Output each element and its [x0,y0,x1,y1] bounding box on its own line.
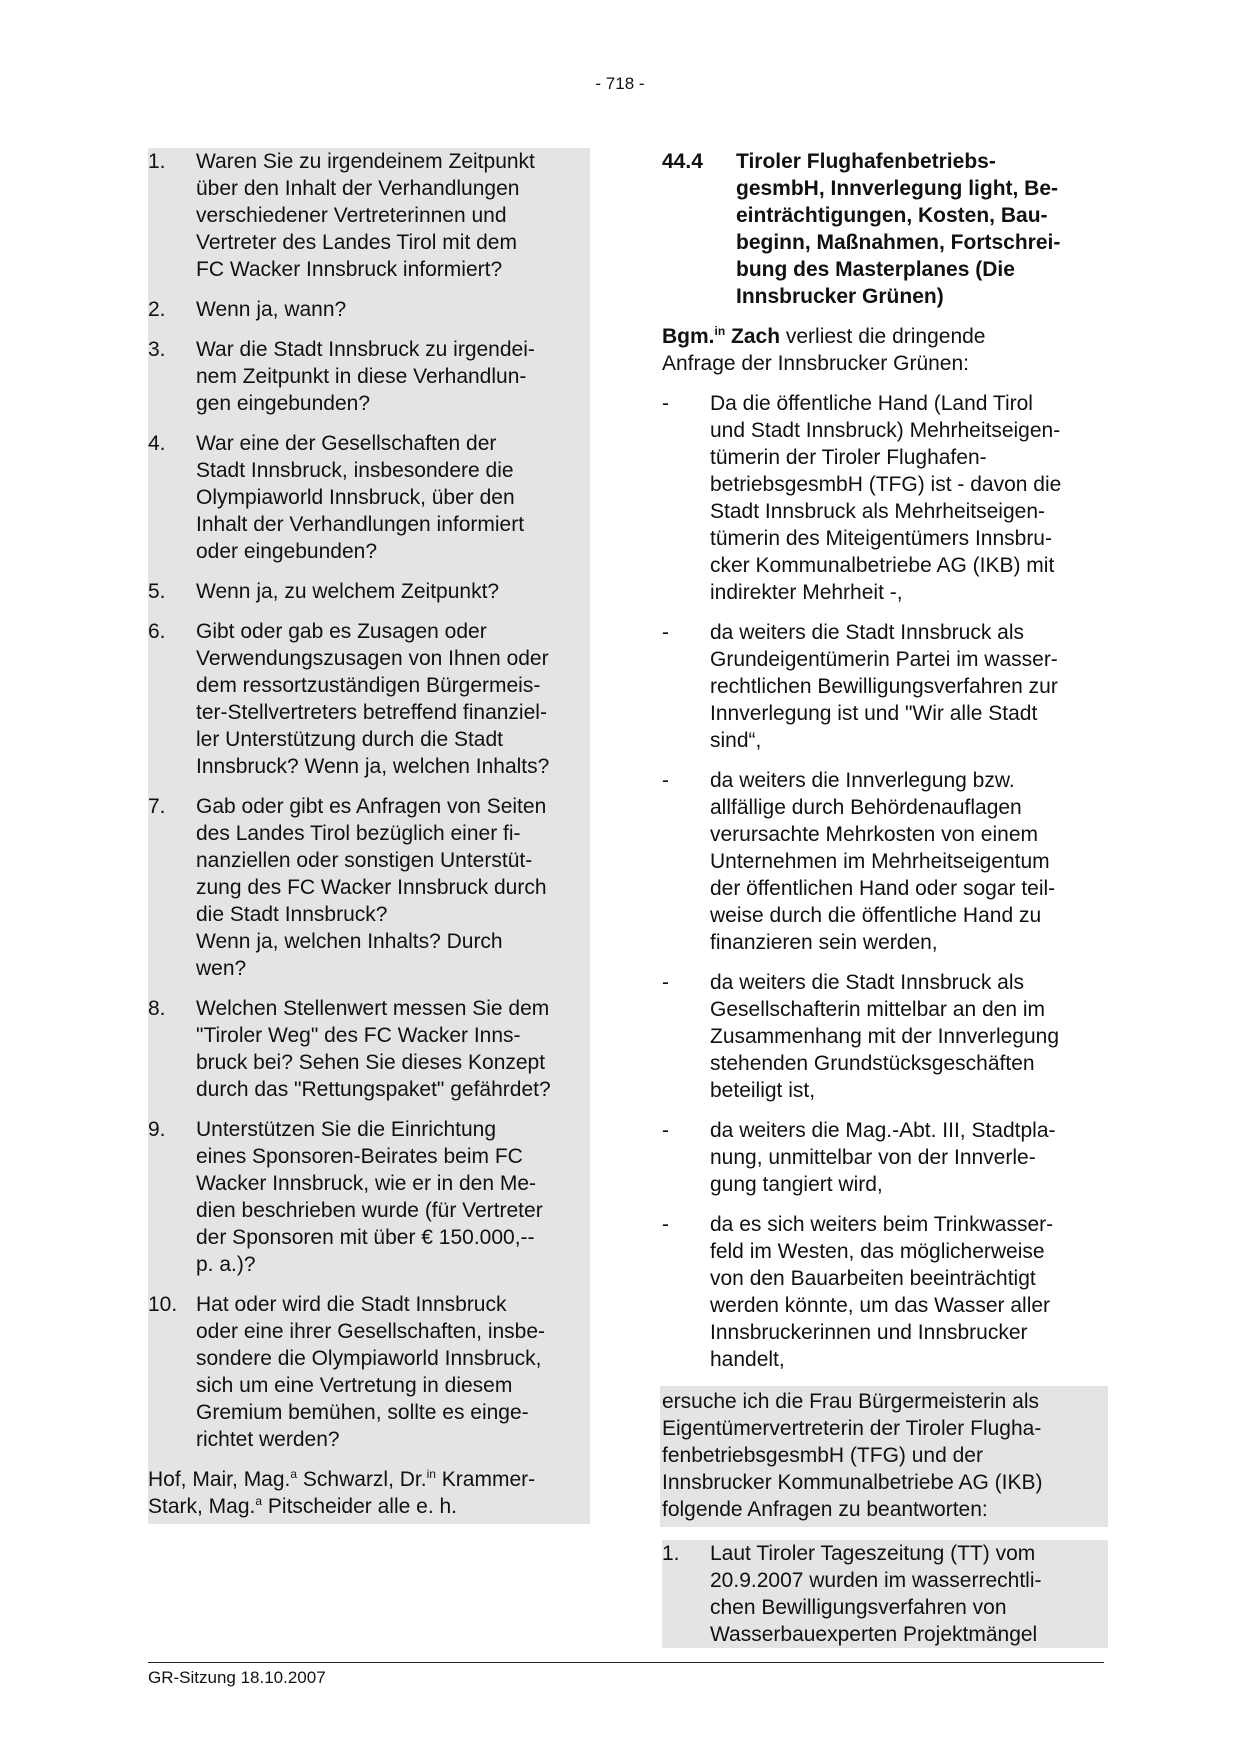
question-item [148,430,590,565]
speaker-name: Zach [725,325,781,348]
reason-item [662,390,1104,606]
section-number: 44.4 [662,150,703,173]
question-text: Gibt oder gab es Zusagen oder Verwendungszusagen von Ihnen oder dem ressortzuständigen Bürgermeis- ter-Stellvertreters betreffend finanziel- ler Unterstützung durch die Stadt Innsbruck? Wenn ja, welchen Inhalts? [196,620,550,778]
footer-text: GR-Sitzung 18.10.2007 [148,1668,326,1687]
signers-part: Krammer- Stark, Mag. [148,1468,536,1518]
question-number: 8. [148,997,166,1020]
question-item [148,296,590,323]
footer-divider [148,1662,1104,1663]
reason-dash: - [662,971,669,994]
reason-text: da weiters die Stadt Innsbruck als Grundeigentümerin Partei im wasser- rechtlichen Bewilligungsverfahren zur Innverlegung ist und "Wir alle Stadt sind“, [710,621,1058,752]
right-column [662,148,1104,1661]
question-item [148,148,590,283]
signers-part: Hof, Mair, Mag. [148,1468,291,1491]
question-list [148,148,590,1453]
reason-text: da weiters die Mag.-Abt. III, Stadtpla- nung, unmittelbar von der Innverle- gung tangiert wird, [710,1119,1056,1196]
left-column [148,148,590,1524]
question-text: Unterstützen Sie die Einrichtung eines Sponsoren-Beirates beim FC Wacker Innsbruck, wie er in den Me- dien beschrieben wurde (für Vertreter der Sponsoren mit über € 150.000,-- p. a.)? [196,1118,543,1276]
reason-dash: - [662,1213,669,1236]
page-number: - 718 - [595,74,645,93]
signers-part: Pitscheider alle e. h. [262,1495,457,1518]
section-heading [662,148,1104,310]
question-number: 4. [148,432,166,455]
signers [148,1466,590,1524]
speaker-title: Bgm. [662,325,715,348]
question-number: 1. [662,1542,680,1565]
question-number: 10. [148,1293,178,1316]
question-text: Wenn ja, wann? [196,298,347,321]
signers-part: Schwarzl, Dr. [297,1468,427,1491]
question-number: 7. [148,795,166,818]
question-text: Gab oder gibt es Anfragen von Seiten des Landes Tirol bezüglich einer fi- nanziellen oder sonstigen Unterstüt- zung des FC Wacker Innsbruck durch die Stadt Innsbruck? Wenn ja, welchen Inhalts? Durch wen? [196,795,547,980]
question-text: Laut Tiroler Tageszeitung (TT) vom 20.9.2007 wurden im wasserrechtli- chen Bewilligungsverfahren von Wasserbauexperten Projektmängel [710,1542,1042,1646]
reason-item [662,1211,1104,1373]
question-item [148,995,590,1103]
reason-dash: - [662,1119,669,1142]
signers-sup: a [290,1467,298,1481]
request-paragraph: ersuche ich die Frau Bürgermeisterin als Eigentümervertreterin der Tiroler Flugha- fenbetriebsgesmbH (TFG) und der Innsbrucker Kommunalbetriebe AG (IKB) folgende Anfragen zu beantworten: [660,1386,1108,1527]
left-shaded-block [148,148,590,1524]
question-item [148,578,590,605]
reason-dash: - [662,621,669,644]
reason-item [662,1117,1104,1198]
signers-sup: a [255,1494,263,1508]
question-item [148,618,590,780]
question-text: Welchen Stellenwert messen Sie dem "Tiroler Weg" des FC Wacker Inns- bruck bei? Sehen Sie dieses Konzept durch das "Rettungspaket" gefährdet? [196,997,551,1101]
question-item [148,1291,590,1453]
reason-item [662,969,1104,1104]
question-number: 3. [148,338,166,361]
question-item [148,336,590,417]
reasons-list [662,390,1104,1373]
question-number: 6. [148,620,166,643]
section-title: Tiroler Flughafenbetriebs- gesmbH, Innverlegung light, Be- einträchtigungen, Kosten, Bau- beginn, Maßnahmen, Fortschrei- bung des Masterplanes (Die Innsbrucker Grünen) [736,150,1061,308]
question-item [148,793,590,982]
intro-text: verliest die dringende Anfrage der Innsbrucker Grünen: [662,325,986,375]
question-number: 5. [148,580,166,603]
reason-text: Da die öffentliche Hand (Land Tirol und Stadt Innsbruck) Mehrheitseigen- tümerin der Tiroler Flughafen- betriebsgesmbH (TFG) ist - davon die Stadt Innsbruck als Mehrheitseigen- tümerin des Miteigentümers Innsbru- cker Kommunalbetriebe AG (IKB) mit indirekter Mehrheit -, [710,392,1062,604]
question-number: 2. [148,298,166,321]
speaker-sup: in [714,324,726,338]
question-item [662,1540,1108,1648]
right-question-list [662,1540,1104,1648]
question-text: War die Stadt Innsbruck zu irgendei- nem Zeitpunkt in diese Verhandlun- gen eingebunden? [196,338,535,415]
question-number: 9. [148,1118,166,1141]
question-text: War eine der Gesellschaften der Stadt Innsbruck, insbesondere die Olympiaworld Innsbruck, über den Inhalt der Verhandlungen informiert oder eingebunden? [196,432,525,563]
question-text: Wenn ja, zu welchem Zeitpunkt? [196,580,500,603]
signers-sup: in [426,1467,436,1481]
question-item [148,1116,590,1278]
reason-text: da weiters die Innverlegung bzw. allfällige durch Behördenauflagen verursachte Mehrkosten von einem Unternehmen im Mehrheitseigentum der öffentlichen Hand oder sogar teil- weise durch die öffentliche Hand zu finanzieren sein werden, [710,769,1056,954]
reason-text: da es sich weiters beim Trinkwasser- feld im Westen, das möglicherweise von den Bauarbeiten beeinträchtigt werden könnte, um das Wasser aller Innsbruckerinnen und Innsbrucker handelt, [710,1213,1054,1371]
reason-dash: - [662,392,669,415]
reason-dash: - [662,769,669,792]
reason-text: da weiters die Stadt Innsbruck als Gesellschafterin mittelbar an den im Zusammenhang mit der Innverlegung stehenden Grundstücksgeschäften beteiligt ist, [710,971,1060,1102]
reason-item [662,767,1104,956]
question-number: 1. [148,150,166,173]
reason-item [662,619,1104,754]
question-text: Waren Sie zu irgendeinem Zeitpunkt über den Inhalt der Verhandlungen verschiedener Vertreterinnen und Vertreter des Landes Tirol mit dem FC Wacker Innsbruck informiert? [196,150,535,281]
intro-paragraph [662,323,1104,377]
question-text: Hat oder wird die Stadt Innsbruck oder eine ihrer Gesellschaften, insbe- sondere die Olympiaworld Innsbruck, sich um eine Vertretung in diesem Gremium bemühen, sollte es einge- richtet werden? [196,1293,546,1451]
